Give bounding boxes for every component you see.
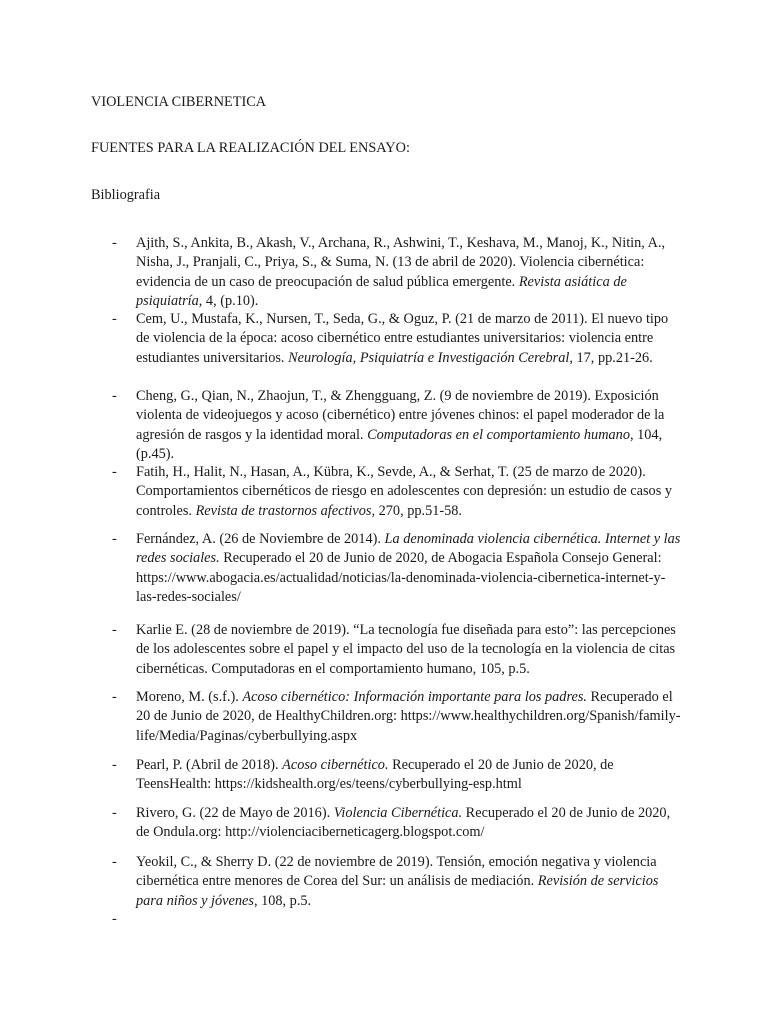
list-bullet: - bbox=[112, 311, 117, 327]
bibliography-entry bbox=[112, 310, 682, 368]
list-bullet: - bbox=[112, 911, 117, 927]
section-heading: Bibliografia bbox=[91, 187, 161, 203]
entry-text: Yeokil, C., & Sherry D. (22 de noviembre de 2019). Tensión, emoción negativa y violencia cibernética entre menores de Corea del Sur: un análisis de mediación. Revisión de servicios para niños y jóvenes, 108, p.5. bbox=[136, 854, 659, 909]
entry-text: Moreno, M. (s.f.). Acoso cibernético: Información importante para los padres. Recuperado el 20 de Junio de 2020, de HealthyChildren.org: https://www.healthychildren.org/Spanish/family-life/Media/Paginas/cyberbullying.aspx bbox=[136, 689, 681, 744]
entry-text: Cem, U., Mustafa, K., Nursen, T., Seda, G., & Oguz, P. (21 de marzo de 2011). El nuevo tipo de violencia de la época: acoso cibernético entre estudiantes universitarios: violencia entre estudiantes universitarios. Neurología, Psiquiatría e Investigación Cerebral, 17, pp.21-26. bbox=[136, 311, 669, 366]
bibliography-entry bbox=[112, 804, 682, 843]
bibliography-entry bbox=[112, 234, 682, 311]
document-title: VIOLENCIA CIBERNETICA bbox=[91, 94, 267, 110]
entry-text: Rivero, G. (22 de Mayo de 2016). Violencia Cibernética. Recuperado el 20 de Junio de 2020, de Ondula.org: http://violenciaciberneticagerg.blogspot.com/ bbox=[136, 805, 671, 841]
bibliography-entry bbox=[112, 463, 682, 521]
list-bullet: - bbox=[112, 235, 117, 251]
list-bullet: - bbox=[112, 805, 117, 821]
entry-text: Ajith, S., Ankita, B., Akash, V., Archana, R., Ashwini, T., Keshava, M., Manoj, K., Nitin, A., Nisha, J., Pranjali, C., Priya, S., & Suma, N. (13 de abril de 2020). Violencia cibernética: evidencia de un caso de preocupación de salud pública emergente. Revista asiática de psiquiatría, 4, (p.10). bbox=[136, 235, 666, 309]
bibliography-entry bbox=[112, 853, 682, 911]
list-bullet: - bbox=[112, 854, 117, 870]
list-bullet: - bbox=[112, 388, 117, 404]
bibliography-entry bbox=[112, 530, 682, 607]
entry-text: Cheng, G., Qian, N., Zhaojun, T., & Zhengguang, Z. (9 de noviembre de 2019). Exposición violenta de videojuegos y acoso (cibernético) entre jóvenes chinos: el papel moderador de la agresión de rasgos y la identidad moral. Computadoras en el comportamiento humano, 104, (p.45). bbox=[136, 388, 665, 462]
bibliography-entry bbox=[112, 387, 682, 464]
entry-text: Fatih, H., Halit, N., Hasan, A., Kübra, K., Sevde, A., & Serhat, T. (25 de marzo de 2020). Comportamientos cibernéticos de riesgo en adolescentes con depresión: un estudio de casos y controles. Revista de trastornos afectivos, 270, pp.51-58. bbox=[136, 464, 672, 519]
entry-text: Pearl, P. (Abril de 2018). Acoso cibernético. Recuperado el 20 de Junio de 2020, de TeensHealth: https://kidshealth.org/es/teens/cyberbullying-esp.html bbox=[136, 757, 614, 793]
list-bullet: - bbox=[112, 622, 117, 638]
entry-text: Karlie E. (28 de noviembre de 2019). “La tecnología fue diseñada para esto”: las percepciones de los adolescentes sobre el papel y el impacto del uso de la tecnología en la violencia de citas cibernéticas. Computadoras en el comportamiento humano, 105, p.5. bbox=[136, 622, 676, 677]
list-bullet: - bbox=[112, 757, 117, 773]
list-bullet: - bbox=[112, 531, 117, 547]
list-bullet: - bbox=[112, 689, 117, 705]
entry-text: Fernández, A. (26 de Noviembre de 2014). La denominada violencia cibernética. Internet y las redes sociales. Recuperado el 20 de Junio de 2020, de Abogacia Española Consejo General: https://www.abogacia.es/actualidad/noticias/la-denominada-violencia-cibernetica-internet-y-las-redes-sociales/ bbox=[136, 531, 681, 605]
bibliography-entry bbox=[112, 756, 682, 795]
bibliography-entry bbox=[112, 621, 682, 679]
list-bullet: - bbox=[112, 464, 117, 480]
bibliography-entry bbox=[112, 688, 682, 746]
document-subtitle: FUENTES PARA LA REALIZACIÓN DEL ENSAYO: bbox=[91, 140, 410, 156]
